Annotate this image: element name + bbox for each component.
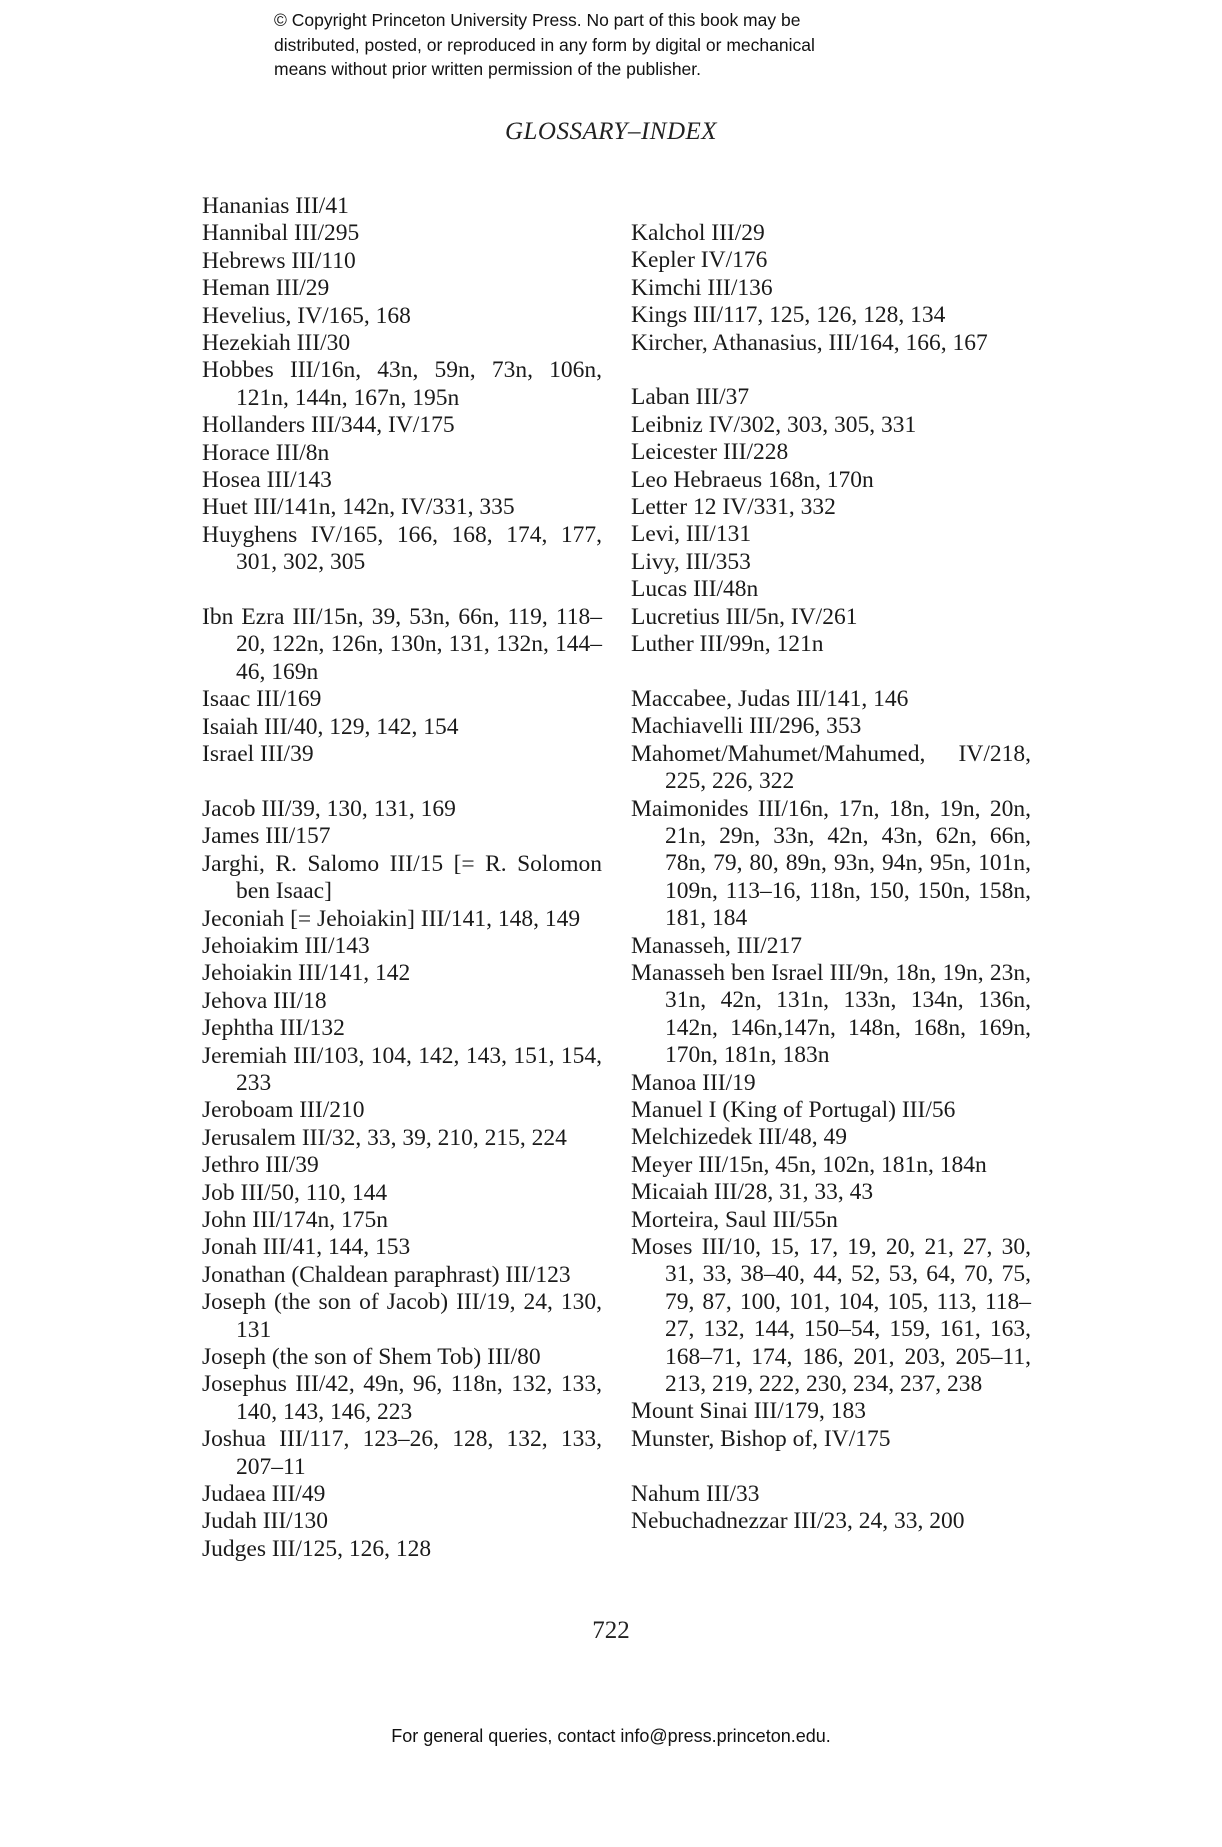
index-entry: Judah III/130 [202, 1508, 328, 1535]
page-heading: GLOSSARY–INDEX [504, 118, 718, 145]
index-entry: Manasseh ben Israel III/9n, 18n, 19n, 23n, 31n, 42n, 131n, 133n, 134n, 136n, 142n, 146n,147n, 148n, 168n, 169n, 170n, 181n, 183n [631, 959, 1031, 1069]
index-entry: Horace III/8n [202, 439, 330, 466]
index-entry: Livy, III/353 [631, 548, 751, 575]
index-entry: Hobbes III/16n, 43n, 59n, 73n, 106n, 121n, 144n, 167n, 195n [202, 357, 602, 411]
index-entry: Job III/50, 110, 144 [202, 1179, 388, 1206]
index-entry: Hollanders III/344, IV/175 [202, 412, 455, 439]
index-entry: Judaea III/49 [202, 1481, 326, 1508]
index-entry: Jeconiah [= Jehoiakin] III/141, 148, 149 [202, 905, 581, 932]
footer-contact: For general queries, contact info@press.princeton.edu. [391, 1726, 831, 1746]
index-entry: Laban III/37 [631, 384, 750, 411]
index-entry: Heman III/29 [202, 275, 330, 302]
index-entry: Jacob III/39, 130, 131, 169 [202, 795, 456, 822]
index-entry: Isaac III/169 [202, 686, 322, 713]
copyright-line: distributed, posted, or reproduced in any form by digital or mechanical [274, 34, 815, 55]
index-entry: Jehoiakim III/143 [202, 932, 370, 959]
index-entry: Joseph (the son of Shem Tob) III/80 [202, 1344, 541, 1371]
index-entry: Mahomet/Mahumet/Mahumed, IV/218, 225, 226, 322 [631, 740, 1031, 795]
page-number: 722 [592, 1617, 630, 1644]
index-entry: James III/157 [202, 823, 331, 850]
index-entry: Melchizedek III/48, 49 [631, 1124, 847, 1151]
index-entry: John III/174n, 175n [202, 1207, 389, 1233]
copyright-line: © Copyright Princeton University Press. No part of this book may be [274, 10, 801, 30]
index-entry: Jeroboam III/210 [202, 1097, 365, 1124]
index-entry: Israel III/39 [202, 741, 314, 768]
index-entry: Hannibal III/295 [202, 220, 360, 247]
index-entry: Jonathan (Chaldean paraphrast) III/123 [202, 1261, 571, 1288]
index-entry: Luther III/99n, 121n [631, 631, 824, 658]
index-entry: Kalchol III/29 [631, 220, 765, 246]
index-entry: Nahum III/33 [631, 1480, 760, 1507]
index-entry: Hosea III/143 [202, 467, 332, 494]
index-entry: Judges III/125, 126, 128 [202, 1535, 432, 1562]
copyright-notice [274, 8, 914, 82]
index-entry: Manoa III/19 [631, 1069, 756, 1096]
index-entry: Nebuchadnezzar III/23, 24, 33, 200 [631, 1508, 965, 1535]
index-entry: Meyer III/15n, 45n, 102n, 181n, 184n [631, 1151, 987, 1178]
index-entry: Letter 12 IV/331, 332 [631, 494, 836, 521]
index-entry: Kings III/117, 125, 126, 128, 134 [631, 302, 946, 329]
index-entry: Munster, Bishop of, IV/175 [631, 1425, 891, 1452]
index-entry: Lucretius III/5n, IV/261 [631, 603, 858, 630]
index-entry: Maccabee, Judas III/141, 146 [631, 685, 909, 712]
index-entry: Lucas III/48n [631, 576, 759, 603]
index-column-left [202, 193, 602, 1563]
index-entry: Leo Hebraeus 168n, 170n [631, 466, 874, 493]
index-entry: Jephtha III/132 [202, 1015, 345, 1042]
index-entry: Kepler IV/176 [631, 247, 768, 274]
index-entry: Hezekiah III/30 [202, 330, 351, 357]
index-entry: Maimonides III/16n, 17n, 18n, 19n, 20n, 21n, 29n, 33n, 42n, 43n, 62n, 66n, 78n, 79, 80, 89n, 93n, 94n, 95n, 101n, 109n, 113–16, 118n, 150, 150n, 158n, 181, 184 [631, 795, 1031, 932]
index-entry: Josephus III/42, 49n, 96, 118n, 132, 133, 140, 143, 146, 223 [202, 1371, 602, 1425]
index-entry: Hebrews III/110 [202, 247, 356, 274]
index-entry: Micaiah III/28, 31, 33, 43 [631, 1179, 874, 1206]
index-entry: Kircher, Athanasius, III/164, 166, 167 [631, 329, 988, 356]
copyright-line: means without prior written permission of the publisher. [274, 59, 702, 79]
index-entry: Huet III/141n, 142n, IV/331, 335 [202, 494, 515, 521]
index-entry: Manasseh, III/217 [631, 932, 802, 959]
index-entry: Mount Sinai III/179, 183 [631, 1398, 866, 1425]
index-entry: Levi, III/131 [631, 521, 752, 548]
index-entry: Ibn Ezra III/15n, 39, 53n, 66n, 119, 118–20, 122n, 126n, 130n, 131, 132n, 144–46, 169n [202, 604, 602, 685]
index-entry: Moses III/10, 15, 17, 19, 20, 21, 27, 30, 31, 33, 38–40, 44, 52, 53, 64, 70, 75, 79, 87, 100, 101, 104, 105, 113, 118–27, 132, 144, 150–54, 159, 161, 163, 168–71, 174, 186, 201, 203, 205–11, 213, 219, 222, 230, 234, 237, 238 [631, 1234, 1031, 1398]
index-entry: Jonah III/41, 144, 153 [202, 1234, 411, 1261]
index-entry: Huyghens IV/165, 166, 168, 174, 177, 301, 302, 305 [202, 521, 602, 576]
index-entry: Jehova III/18 [202, 987, 327, 1014]
index-entry: Jeremiah III/103, 104, 142, 143, 151, 154, 233 [202, 1042, 602, 1096]
index-entry: Jerusalem III/32, 33, 39, 210, 215, 224 [202, 1124, 567, 1151]
index-entry: Jarghi, R. Salomo III/15 [= R. Solomon ben Isaac] [202, 850, 602, 905]
index-column-right [631, 220, 1031, 1535]
index-entry: Hananias III/41 [202, 193, 349, 219]
index-entry: Joshua III/117, 123–26, 128, 132, 133, 207–11 [202, 1426, 602, 1480]
index-entry: Leicester III/228 [631, 439, 789, 466]
index-entry: Jehoiakin III/141, 142 [202, 960, 411, 987]
index-entry: Hevelius, IV/165, 168 [202, 302, 411, 329]
index-entry: Machiavelli III/296, 353 [631, 713, 862, 740]
index-entry: Morteira, Saul III/55n [631, 1206, 838, 1233]
index-entry: Leibniz IV/302, 303, 305, 331 [631, 411, 917, 438]
index-entry: Jethro III/39 [202, 1152, 319, 1179]
index-entry: Kimchi III/136 [631, 274, 773, 301]
index-entry: Joseph (the son of Jacob) III/19, 24, 130, 131 [202, 1289, 602, 1343]
index-entry: Isaiah III/40, 129, 142, 154 [202, 713, 459, 740]
index-entry: Manuel I (King of Portugal) III/56 [631, 1096, 956, 1123]
